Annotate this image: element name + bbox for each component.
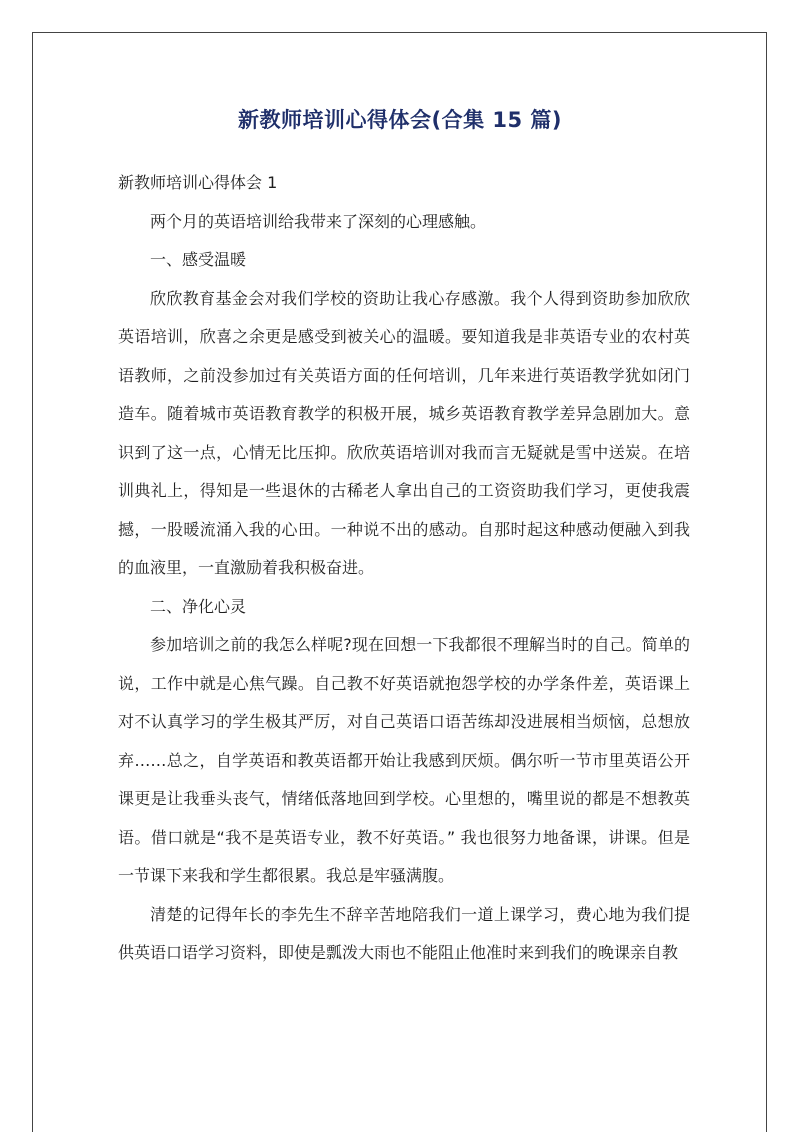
heading-feel-warmth: 一、感受温暖 [150, 250, 247, 269]
paragraph-mr-li: 清楚的记得年长的李先生不辞辛苦地陪我们一道上课学习，费心地为我们提供英语口语学习资料，即使是瓢泼大雨也不能阻止他准时来到我们的晚课亲自教 [118, 904, 690, 962]
document-title: 新教师培训心得体会(合集 15 篇) [237, 108, 563, 132]
heading-purify-mind: 二、净化心灵 [150, 596, 247, 616]
section-title: 新教师培训心得体会 1 [118, 173, 278, 192]
paragraph-warmth: 欣欣教育基金会对我们学校的资助让我心存感激。我个人得到资助参加欣欣英语培训，欣喜之余更是感受到被关心的温暖。要知道我是非英语专业的农村英语教师，之前没参加过有关英语方面的任何培训，几年来进行英语教学犹如闭门造车。随着城市英语教育教学的积极开展，城乡英语教育教学差异急剧加大。意识到了这一点，心情无比压抑。欣欣英语培训对我而言无疑就是雪中送炭。在培训典礼上，得知是一些退休的古稀老人拿出自己的工资资助我们学习，更使我震撼，一股暖流涌入我的心田。一种说不出的感动。自那时起这种感动便融入到我的血液里，一直激励着我积极奋进。 [118, 288, 690, 577]
paragraph-intro: 两个月的英语培训给我带来了深刻的心理感触。 [150, 211, 487, 231]
paragraph-before-training: 参加培训之前的我怎么样呢?现在回想一下我都很不理解当时的自己。简单的说，工作中就是心焦气躁。自己教不好英语就抱怨学校的办学条件差，英语课上对不认真学习的学生极其严厉，对自己英语口语苦练却没进展相当烦恼，总想放弃……总之，自学英语和教英语都开始让我感到厌烦。偶尔听一节市里英语公开课更是让我垂头丧气，情绪低落地回到学校。心里想的，嘴里说的都是不想教英语。借口就是“我不是英语专业，教不好英语。” 我也很努力地备课，讲课。但是一节课下来我和学生都很累。我总是牢骚满腹。 [118, 635, 690, 885]
document-body [118, 164, 690, 973]
